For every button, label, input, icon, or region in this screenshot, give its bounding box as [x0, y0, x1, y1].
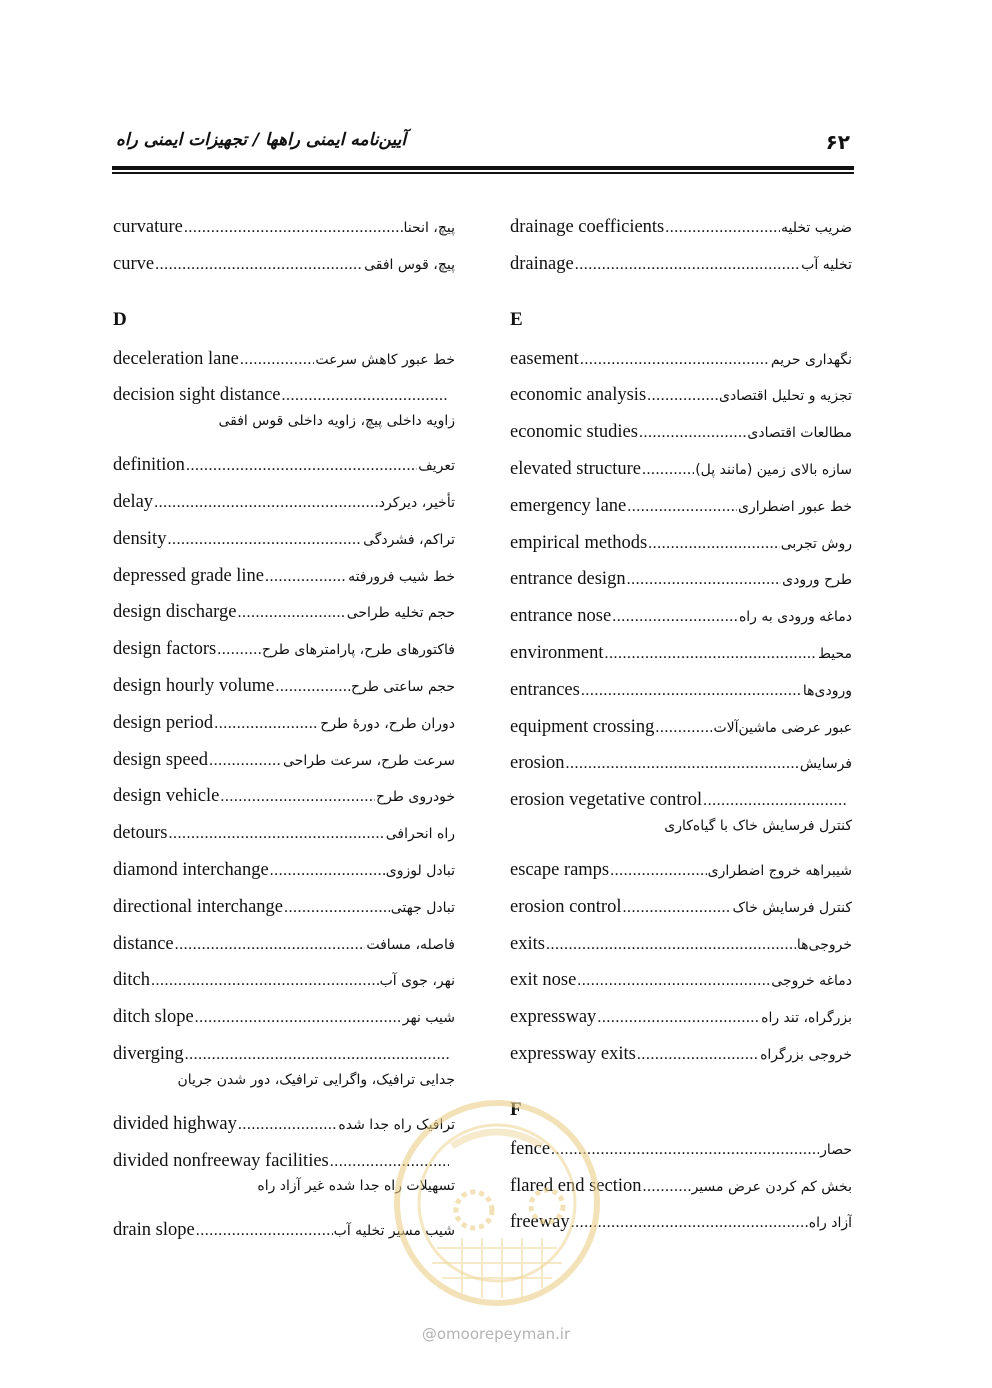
term-persian: پیچ، قوس افقی: [364, 256, 455, 273]
leader-dots: [546, 934, 796, 956]
glossary-entry: [113, 852, 455, 882]
leader-dots: [167, 529, 362, 551]
leader-dots: [185, 1044, 449, 1066]
leader-dots: [627, 496, 737, 518]
glossary-entry: [113, 341, 455, 371]
term-english: economic studies: [510, 422, 638, 443]
leader-dots: [647, 385, 718, 407]
leader-dots: [610, 860, 707, 882]
term-english: detours: [113, 823, 168, 844]
glossary-entry: [113, 484, 455, 514]
term-persian: خروجی‌ها: [796, 936, 852, 953]
leader-dots: [639, 422, 746, 444]
term-persian: بزرگراه، تند راه: [761, 1010, 852, 1027]
glossary-entry: [113, 521, 455, 551]
term-persian: تأخیر، دیرکرد: [378, 495, 455, 511]
leader-dots: [265, 566, 347, 588]
leader-dots: [580, 349, 770, 371]
term-english: design vehicle: [113, 786, 220, 807]
glossary-entry: [113, 246, 455, 276]
glossary-entry: [113, 815, 455, 845]
term-english: drainage coefficients: [510, 217, 665, 237]
term-persian: پیچ، انحنا: [403, 220, 455, 236]
leader-dots: [196, 1220, 333, 1242]
term-english: divided highway: [113, 1113, 237, 1134]
term-translation-continued: زاویه داخلی پیچ، زاویه داخلی قوس افقی: [218, 413, 455, 430]
page-number: ۶۲: [825, 130, 850, 154]
leader-dots: [175, 934, 366, 956]
term-english: flared end section: [510, 1175, 642, 1196]
leader-dots: [581, 680, 802, 702]
leader-dots: [637, 1044, 759, 1066]
leader-dots: [648, 533, 780, 555]
glossary-entry: [113, 999, 455, 1029]
term-persian: دماغه ورودی به راه: [738, 609, 852, 626]
term-english: design hourly volume: [113, 676, 275, 696]
leader-dots: [565, 753, 798, 775]
glossary-entry: [510, 999, 852, 1029]
leader-dots: [240, 349, 315, 371]
term-persian: بخش کم کردن عرض مسیر: [691, 1178, 852, 1195]
term-persian: حجم ساعتی طرح: [350, 679, 455, 695]
term-english: design period: [113, 712, 214, 733]
leader-dots: [627, 569, 782, 591]
section-letter: E: [510, 308, 523, 330]
term-persian: شیب نهر: [402, 1010, 455, 1027]
term-persian: تبادل لوزوی: [385, 863, 455, 879]
term-english: diverging: [113, 1044, 184, 1064]
glossary-entry: [510, 341, 852, 371]
leader-dots: [186, 455, 417, 477]
term-persian: خودروی طرح: [376, 789, 455, 806]
glossary-entry: [113, 377, 455, 407]
term-english: erosion vegetative control: [510, 790, 703, 811]
term-english: ditch: [113, 970, 150, 991]
term-persian: سرعت طرح، سرعت طراحی: [283, 752, 455, 769]
leader-dots: [571, 1212, 808, 1234]
term-english: directional interchange: [113, 896, 284, 917]
leader-dots: [597, 1007, 760, 1029]
glossary-entry: [510, 962, 852, 992]
term-translation-continued: کنترل فرسایش خاک با گیاه‌کاری: [664, 818, 852, 834]
term-persian: شیبراهه خروج اضطراری: [707, 863, 852, 879]
glossary-entry: [510, 451, 852, 481]
term-persian: روش تجربی: [780, 535, 852, 552]
glossary-entry: [510, 488, 852, 518]
term-translation-continued: تسهیلات راه جدا شده غیر آزاد راه: [257, 1178, 455, 1195]
term-english: empirical methods: [510, 532, 648, 553]
term-english: expressway exits: [510, 1044, 636, 1064]
term-persian: محیط: [817, 646, 852, 662]
leader-dots: [655, 717, 712, 739]
glossary-entry: [510, 709, 852, 739]
leader-dots: [220, 786, 375, 808]
term-persian: دماغه خروجی: [771, 973, 852, 990]
term-persian: نگهداری حریم: [770, 351, 852, 368]
term-persian: شیب مسیر تخلیه آب: [333, 1223, 455, 1240]
term-english: exits: [510, 933, 545, 954]
glossary-entry: [510, 672, 852, 702]
term-persian: سازه بالای زمین (مانند پل): [695, 462, 852, 478]
term-english: freeway: [510, 1212, 570, 1233]
term-persian: کنترل فرسایش خاک: [732, 899, 852, 916]
term-persian: ضریب تخلیه: [780, 220, 852, 236]
leader-dots: [575, 254, 800, 276]
at-icon: @: [421, 1325, 437, 1343]
glossary-entry: [113, 631, 455, 661]
term-english: entrances: [510, 679, 580, 700]
glossary-entry: [510, 745, 852, 775]
glossary-entry: [113, 447, 455, 477]
term-persian: تعریف: [418, 458, 455, 475]
leader-dots: [151, 970, 379, 992]
glossary-entry: [113, 209, 455, 239]
term-english: delay: [113, 492, 154, 512]
term-persian: نهر، جوی آب: [379, 973, 455, 990]
term-persian: فاکتورهای طرح، پارامترهای طرح: [262, 642, 455, 659]
glossary-entry: [113, 889, 455, 919]
term-english: divided nonfreeway facilities: [113, 1150, 329, 1171]
term-english: density: [113, 528, 167, 549]
term-persian: راه انحرافی: [385, 826, 455, 843]
term-persian: تخلیه آب: [801, 256, 852, 273]
section-letter: F: [510, 1098, 522, 1120]
term-english: depressed grade line: [113, 565, 265, 586]
term-english: curvature: [113, 217, 183, 237]
glossary-entry: [113, 742, 455, 772]
leader-dots: [237, 602, 345, 624]
term-persian: آزاد راه: [808, 1215, 852, 1232]
term-english: emergency lane: [510, 495, 627, 516]
glossary-entry: [510, 414, 852, 444]
publisher-seal-watermark: [392, 1098, 602, 1308]
term-persian: خط شیب فرورفته: [348, 568, 455, 585]
glossary-entry: [510, 1036, 852, 1066]
glossary-entry: [113, 1036, 455, 1066]
glossary-entry: [510, 246, 852, 276]
term-persian: خط عبور اضطراری: [737, 498, 852, 515]
term-translation-continued: جدایی ترافیک، واگرایی ترافیک، دور شدن جریان: [177, 1071, 455, 1088]
glossary-entry: [113, 926, 455, 956]
page-header: [112, 126, 854, 166]
term-persian: ورودی‌ها: [802, 682, 852, 699]
term-english: escape ramps: [510, 860, 610, 880]
leader-dots: [238, 1114, 338, 1136]
leader-dots: [270, 860, 385, 882]
leader-dots: [214, 713, 319, 735]
leader-dots: [612, 606, 738, 628]
term-english: decision sight distance: [113, 385, 281, 406]
term-persian: عبور عرضی ماشین‌آلات: [713, 719, 852, 736]
term-english: expressway: [510, 1007, 597, 1028]
glossary-entry: [510, 598, 852, 628]
term-english: equipment crossing: [510, 716, 655, 737]
header-rule-thick: [112, 166, 854, 170]
term-english: elevated structure: [510, 459, 641, 479]
term-persian: تبادل جهتی: [390, 899, 455, 916]
leader-dots: [184, 217, 403, 239]
leader-dots: [577, 970, 770, 992]
term-english: erosion: [510, 753, 565, 774]
glossary-entry: [510, 635, 852, 665]
leader-dots: [155, 254, 363, 276]
glossary-entry: [113, 962, 455, 992]
leader-dots: [623, 897, 732, 919]
header-rule-thin: [112, 172, 854, 174]
glossary-entry: [510, 782, 852, 812]
term-persian: خط عبور کاهش سرعت: [315, 351, 455, 368]
term-english: design factors: [113, 639, 217, 660]
glossary-entry: [113, 778, 455, 808]
leader-dots: [284, 897, 390, 919]
term-english: design discharge: [113, 602, 237, 623]
glossary-entry: [113, 558, 455, 588]
term-english: curve: [113, 253, 155, 274]
term-persian: طرح ورودی: [782, 572, 852, 589]
leader-dots: [703, 790, 846, 812]
term-english: ditch slope: [113, 1007, 194, 1028]
term-english: exit nose: [510, 970, 577, 991]
running-title: آیین‌نامه ایمنی راهها / تجهیزات ایمنی راه: [116, 130, 407, 150]
leader-dots: [605, 643, 817, 665]
glossary-entry: [510, 852, 852, 882]
glossary-entry: [113, 705, 455, 735]
section-letter: D: [113, 308, 127, 330]
leader-dots: [195, 1007, 402, 1029]
term-english: distance: [113, 933, 174, 954]
leader-dots: [154, 492, 378, 514]
leader-dots: [643, 1176, 691, 1198]
leader-dots: [209, 750, 282, 772]
leader-dots: [642, 459, 694, 481]
term-persian: تراکم، فشردگی: [363, 531, 455, 548]
term-english: design speed: [113, 749, 209, 770]
leader-dots: [275, 676, 350, 698]
term-persian: تجزیه و تحلیل اقتصادی: [719, 388, 852, 405]
term-english: fence: [510, 1138, 551, 1159]
glossary-entry: [113, 668, 455, 698]
term-persian: حصار: [820, 1141, 852, 1158]
leader-dots: [217, 639, 261, 661]
term-english: drainage: [510, 253, 574, 274]
leader-dots: [665, 217, 780, 239]
glossary-entry: [510, 525, 852, 555]
glossary-entry: [510, 377, 852, 407]
glossary-entry: [113, 594, 455, 624]
glossary-entry: [510, 889, 852, 919]
term-persian: فرسایش: [799, 756, 852, 773]
term-persian: فاصله، مسافت: [366, 936, 455, 953]
watermark-site: @omoorepeyman.ir: [421, 1325, 571, 1343]
term-english: entrance nose: [510, 606, 612, 627]
term-english: environment: [510, 643, 604, 663]
term-persian: دوران طرح، دورهٔ طرح: [320, 715, 455, 732]
term-english: deceleration lane: [113, 348, 239, 369]
leader-dots: [282, 385, 450, 407]
term-persian: ترافیک راه جدا شده: [338, 1116, 455, 1133]
term-persian: خروجی بزرگراه: [760, 1047, 852, 1063]
glossary-entry: [510, 209, 852, 239]
leader-dots: [168, 823, 384, 845]
term-english: diamond interchange: [113, 860, 269, 880]
glossary-entry: [510, 561, 852, 591]
term-english: easement: [510, 348, 579, 369]
term-persian: مطالعات اقتصادی: [747, 425, 852, 442]
term-english: definition: [113, 455, 185, 476]
term-english: entrance design: [510, 569, 626, 590]
term-persian: حجم تخلیه طراحی: [346, 605, 455, 622]
term-english: economic analysis: [510, 385, 647, 406]
term-english: drain slope: [113, 1220, 195, 1241]
glossary-entry: [510, 926, 852, 956]
term-english: erosion control: [510, 896, 622, 917]
